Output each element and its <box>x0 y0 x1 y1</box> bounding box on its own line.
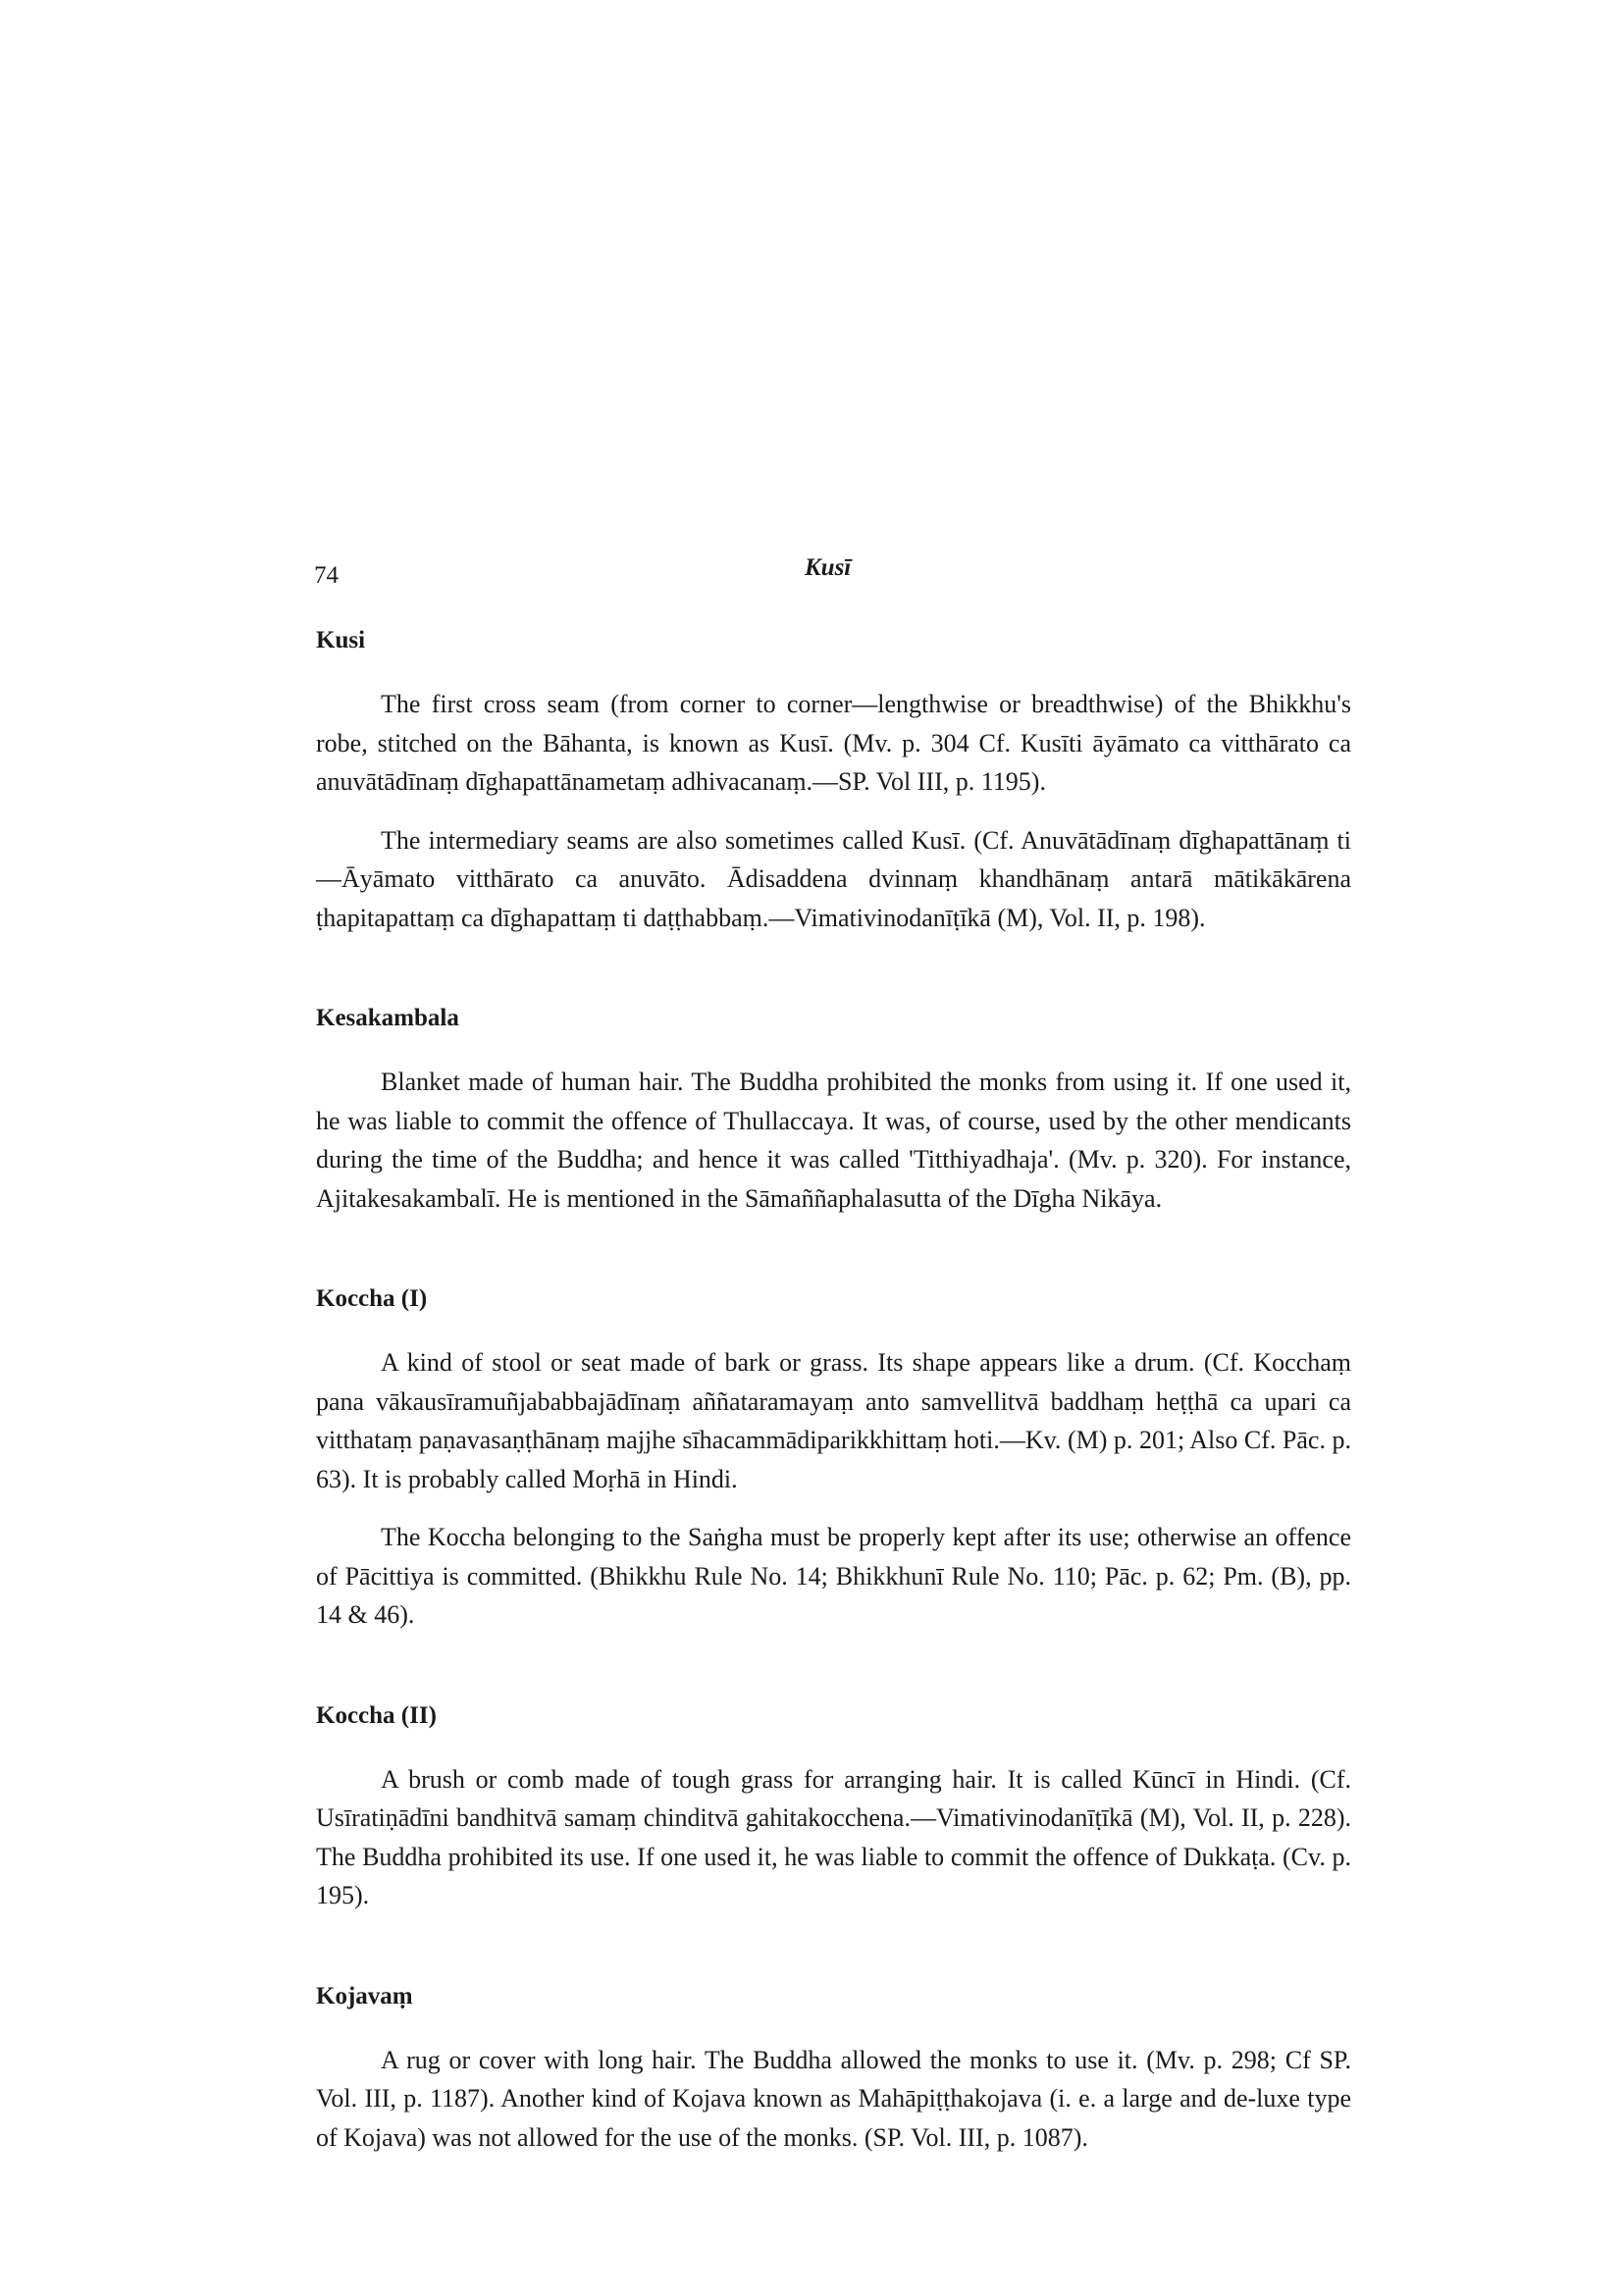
entry-title: Kusi <box>316 627 366 653</box>
running-title: Kusī <box>805 554 852 581</box>
entry-kojavam <box>316 1980 1351 2158</box>
entry-title: Koccha (I) <box>316 1285 428 1312</box>
entry-kesakambala <box>316 1002 1351 1218</box>
entry-title: Kesakambala <box>316 1005 459 1031</box>
entry-title: Koccha (II) <box>316 1701 437 1729</box>
entry-paragraph: Blanket made of human hair. The Buddha prohibited the monks from using it. If one used it, he was liable to commit the offence of Thullaccaya. It was, of course, used by the other mendicants during the time of the Buddha; and hence it was called 'Titthiyadhaja'. (Mv. p. 320). For instance, Ajitakesakambalī. He is mentioned in the Sāmaññaphalasutta of the Dīgha Nikāya. <box>316 1068 1351 1213</box>
section-gap <box>316 957 1351 1002</box>
entry-kusi <box>316 624 1351 937</box>
entry-paragraph: The first cross seam (from corner to corner—lengthwise or breadthwise) of the Bhikkhu's robe, stitched on the Bāhanta, is known as Kusī. (Mv. p. 304 Cf. Kusīti āyāmato ca vitthārato ca anuvātādīnaṃ dīghapattānametaṃ adhivacanaṃ.—SP. Vol III, p. 1195). <box>316 690 1351 796</box>
section-gap <box>316 1935 1351 1980</box>
entry-koccha-1 <box>316 1282 1351 1635</box>
section-gap <box>316 1654 1351 1699</box>
entry-paragraph: The intermediary seams are also sometimes called Kusī. (Cf. Anuvātādīnaṃ dīghapattānaṃ ti—Āyāmato vitthārato ca anuvāto. Ādisaddena dvinnaṃ khandhānaṃ antarā mātikākārena ṭhapitapattaṃ ca dīghapattaṃ ti daṭṭhabbaṃ.—Vimativinodanīṭīkā (M), Vol. II, p. 198). <box>316 825 1351 932</box>
page-number: 74 <box>314 562 339 589</box>
entry-title: Kojavaṃ <box>316 1982 413 2009</box>
entry-paragraph: A rug or cover with long hair. The Buddha allowed the monks to use it. (Mv. p. 298; Cf SP. Vol. III, p. 1187). Another kind of Kojava known as Mahāpiṭṭhakojava (i. e. a large and de-luxe type of Kojava) was not allowed for the use of the monks. (SP. Vol. III, p. 1087). <box>316 2045 1351 2152</box>
section-gap <box>316 1237 1351 1282</box>
entry-paragraph: A brush or comb made of tough grass for arranging hair. It is called Kūncī in Hindi. (Cf. Usīratiṇādīni bandhitvā samaṃ chinditvā gahitakocchena.—Vimativinodanīṭīkā (M), Vol. II, p. 228). The Buddha prohibited its use. If one used it, he was liable to commit the offence of Dukkaṭa. (Cv. p. 195). <box>316 1764 1351 1909</box>
entry-koccha-2 <box>316 1699 1351 1915</box>
entry-paragraph: A kind of stool or seat made of bark or grass. Its shape appears like a drum. (Cf. Kocchaṃ pana vākausīramuñjababbajādīnaṃ aññataramayaṃ anto samvellitvā baddhaṃ heṭṭhā ca upari ca vitthataṃ paṇavasaṇṭhānaṃ majjhe sīhacammādiparikkhittaṃ hoti.—Kv. (M) p. 201; Also Cf. Pāc. p. 63). It is probably called Moṛhā in Hindi. <box>316 1348 1351 1493</box>
entry-paragraph: The Koccha belonging to the Saṅgha must be properly kept after its use; otherwise an offence of Pācittiya is committed. (Bhikkhu Rule No. 14; Bhikkhunī Rule No. 110; Pāc. p. 62; Pm. (B), pp. 14 & 46). <box>316 1523 1351 1629</box>
page-content <box>316 624 1351 2176</box>
